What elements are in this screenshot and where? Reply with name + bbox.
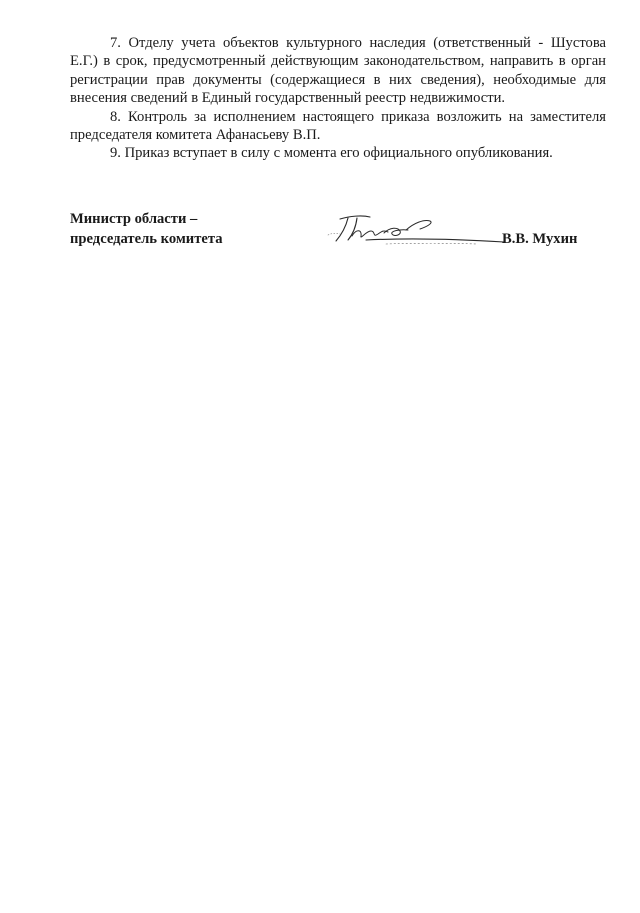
handwritten-signature-icon	[326, 209, 506, 255]
paragraph-9: 9. Приказ вступает в силу с момента его официального опубликования.	[110, 145, 553, 162]
signature-block	[70, 209, 610, 259]
document-body	[70, 34, 606, 163]
paragraph-8: 8. Контроль за исполнением настоящего приказа возложить на заместителя председателя комитета Афанасьеву В.П.	[70, 108, 606, 144]
signer-name: В.В. Мухин	[502, 231, 578, 247]
signer-title-line-2: председатель комитета	[70, 231, 223, 247]
paragraph-7: 7. Отделу учета объектов культурного наследия (ответственный - Шустова Е.Г.) в срок, предусмотренный действующим законодательством, направить в орган регистрации прав документы (содержащиеся в них сведения), необходимые для внесения сведений в Единый государственный реестр недвижимости.	[70, 35, 606, 107]
signer-title	[70, 209, 223, 249]
signer-title-line-1: Министр области –	[70, 211, 198, 227]
